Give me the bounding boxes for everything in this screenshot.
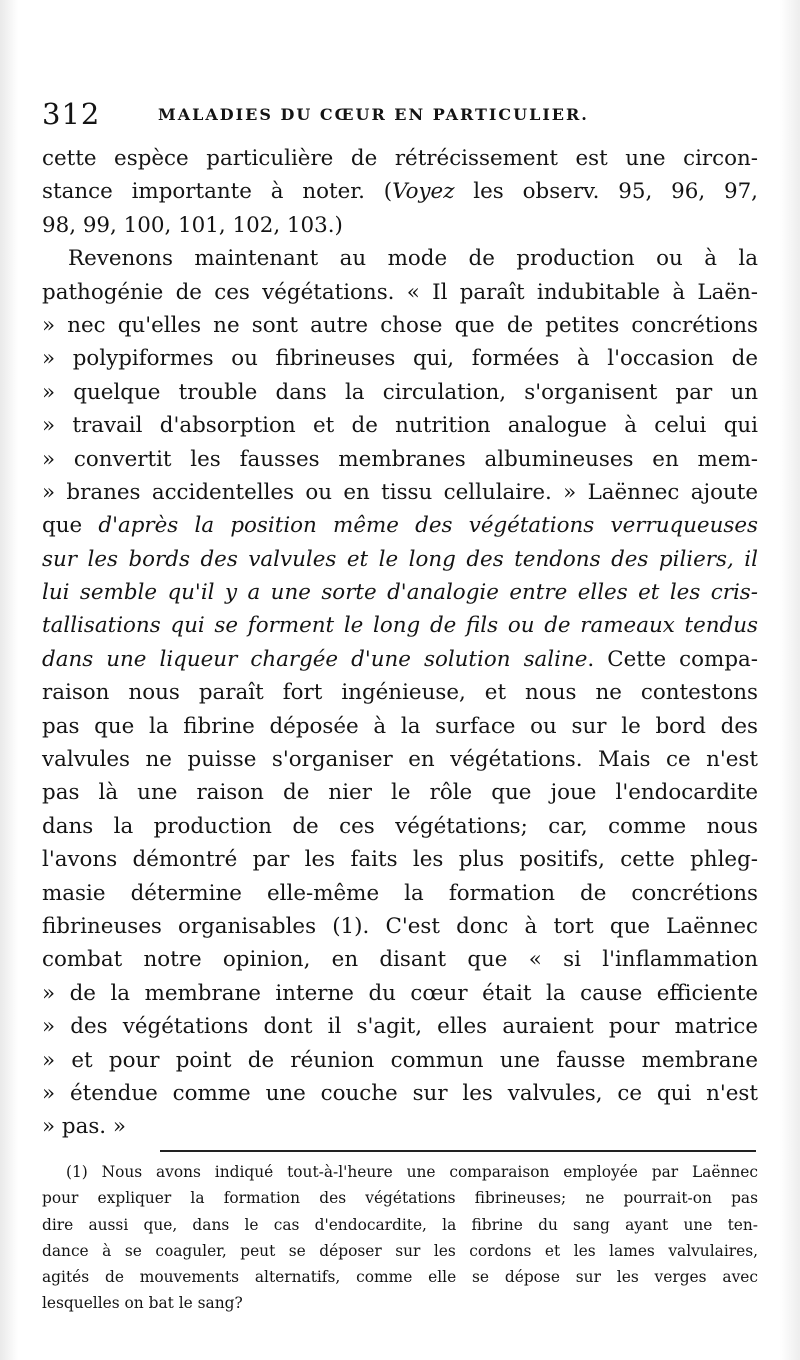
text-line-12 [42, 509, 758, 542]
text-line-20: pas là une raison de nier le rôle que joue l'endocardite [42, 780, 758, 806]
text-line-8: » quelque trouble dans la circulation, s'organisent par un [42, 379, 758, 405]
running-head: MALADIES DU CŒUR EN PARTICULIER. [158, 105, 589, 124]
text-line-29: » étendue comme une couche sur les valvules, ce qui n'est [42, 1080, 758, 1106]
page-header [42, 96, 762, 136]
footnote-line-1: (1) Nous avons indiqué tout-à-l'heure une comparaison employée par Laënnec [66, 1163, 758, 1181]
text-line-26: » de la membrane interne du cœur était la cause efficiente [42, 980, 758, 1006]
text-segment: que [42, 513, 99, 539]
page-number: 312 [42, 97, 101, 131]
text-line-23: masie détermine elle-même la formation de concrétions [42, 880, 758, 906]
footnote-line-2: pour expliquer la formation des végétations fibrineuses; ne pourrait-on pas [42, 1189, 758, 1208]
text-line-19: valvules ne puisse s'organiser en végétations. Mais ce n'est [42, 747, 758, 773]
text-line-7: » polypiformes ou fibrineuses qui, formées à l'occasion de [42, 346, 758, 372]
text-line-14: lui semble qu'il y a une sorte d'analogie entre elles et les cris- [42, 580, 758, 606]
text-line-9: » travail d'absorption et de nutrition analogue à celui qui [42, 413, 758, 439]
text-line-6: » nec qu'elles ne sont autre chose que de petites concrétions [42, 312, 758, 338]
text-line-16 [42, 643, 758, 676]
text-line-17: raison nous paraît fort ingénieuse, et nous ne contestons [42, 680, 758, 706]
text-line-30: » pas. » [42, 1114, 126, 1140]
text-line-18: pas que la fibrine déposée à la surface ou sur le bord des [42, 713, 758, 739]
text-line-25: combat notre opinion, en disant que « si l'inflammation [42, 947, 758, 973]
body-text [42, 142, 758, 1144]
text-line-22: l'avons démontré par les faits les plus positifs, cette phleg- [42, 847, 758, 873]
text-segment: les observ. 95, 96, 97, [454, 179, 758, 205]
text-line-5: pathogénie de ces végétations. « Il paraît indubitable à Laën- [42, 279, 758, 305]
footnote-line-6: lesquelles on bat le sang? [42, 1294, 243, 1313]
text-segment: . Cette compa- [587, 646, 758, 672]
text-segment: stance importante à noter. ( [42, 179, 393, 205]
text-line-28: » et pour point de réunion commun une fausse membrane [42, 1047, 758, 1073]
footnote [42, 1159, 758, 1317]
footnote-line-4: dance à se coaguler, peut se déposer sur les cordons et les lames valvulaires, [42, 1241, 758, 1260]
footnote-divider [160, 1150, 756, 1152]
italic-segment: Voyez [392, 179, 455, 205]
italic-segment: d'après la position même des végétations verruqueuses [98, 513, 758, 539]
text-line-10: » convertit les fausses membranes albumineuses en mem- [42, 446, 758, 472]
text-line-21: dans la production de ces végétations; car, comme nous [42, 813, 758, 839]
text-line-13: sur les bords des valvules et le long des tendons des piliers, il [42, 546, 758, 572]
footnote-line-5: agités de mouvements alternatifs, comme elle se dépose sur les verges avec [42, 1268, 758, 1287]
text-line-2 [42, 175, 758, 208]
text-line-27: » des végétations dont il s'agit, elles auraient pour matrice [42, 1014, 758, 1040]
italic-segment: dans une liqueur chargée d'une solution saline [42, 646, 588, 672]
text-line-4: Revenons maintenant au mode de production ou à la [68, 246, 758, 272]
footnote-line-3: dire aussi que, dans le cas d'endocardite, la fibrine du sang ayant une ten- [42, 1215, 758, 1234]
text-line-15: tallisations qui se forment le long de fils ou de rameaux tendus [42, 613, 758, 639]
text-line-24: fibrineuses organisables (1). C'est donc à tort que Laënnec [42, 913, 758, 939]
text-line-1: cette espèce particulière de rétrécissement est une circon- [42, 146, 758, 171]
text-line-11: » branes accidentelles ou en tissu cellulaire. » Laënnec ajoute [42, 479, 758, 505]
text-line-3: 98, 99, 100, 101, 102, 103.) [42, 212, 343, 238]
